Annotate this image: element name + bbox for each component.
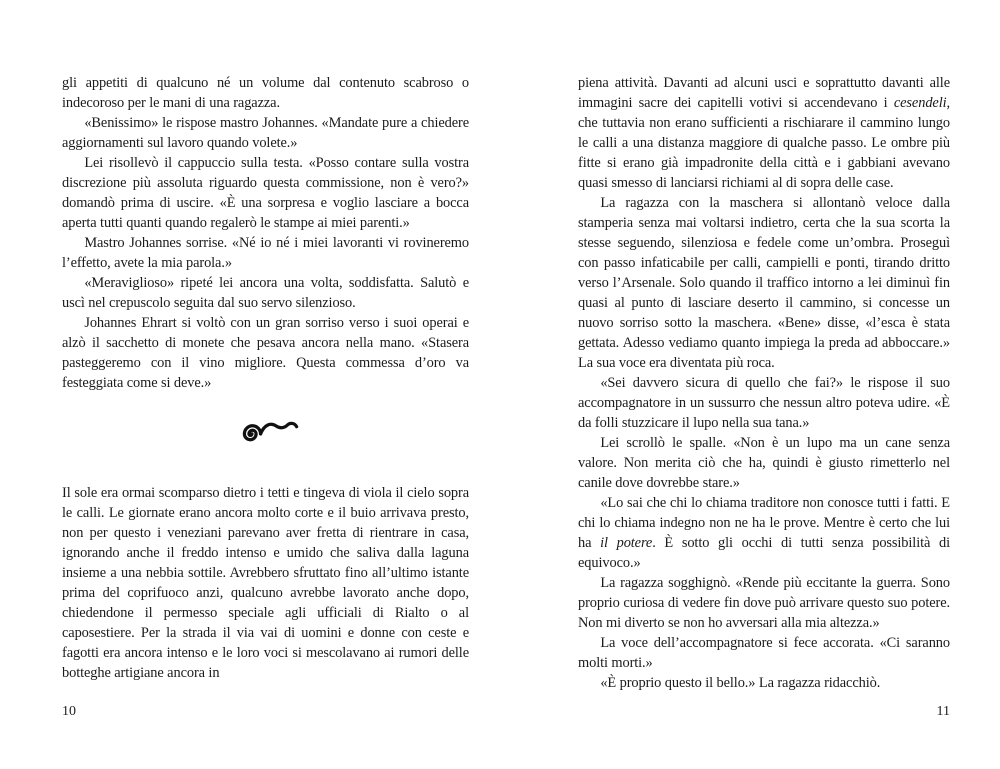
- page-number-right: 11: [936, 704, 950, 719]
- page-left-body: [62, 73, 469, 683]
- paragraph: Lei scrollò le spalle. «Non è un lupo ma un cane senza valore. Non merita ciò che ha, quindi è giusto rimetterlo nel canile dove dovrebbe stare.»: [578, 435, 950, 491]
- paragraph: «È proprio questo il bello.» La ragazza ridacchiò.: [600, 675, 881, 691]
- paragraph: La ragazza con la maschera si allontanò veloce dalla stamperia senza mai voltarsi indietro, certa che la sua scorta la stesse seguendo, silenziosa e fedele come un’ombra. Proseguì con passo infaticabile per calli, campielli e ponti, tirando dritto verso l’Arsenale. Solo quando il traffico intorno a lei diminuì fin quasi al punto di lasciare deserto il cammino, si concesse un nuovo sorriso sotto la maschera. «Bene» disse, «l’esca è stata gettata. Adesso vediamo quanto impiega la preda ad abboccare.» La sua voce era diventata più roca.: [578, 195, 950, 371]
- paragraph: Mastro Johannes sorrise. «Né io né i miei lavoranti vi rovineremo l’effetto, avete la mia parola.»: [62, 235, 469, 271]
- paragraph: Il sole era ormai scomparso dietro i tetti e tingeva di viola il cielo sopra le calli. Le giornate erano ancora molto corte e il buio arrivava presto, non per questo i veneziani parevano aver fretta di rientrare in casa, ignorando anche il freddo intenso e umido che saliva dalla laguna insieme a una nebbia sottile. Avrebbero sfruttato fino all’ultimo istante prima del coprifuoco anzi, qualcuno avrebbe lavorato anche dopo, chiedendone il permesso speciale agli ufficiali di Rialto o al caposestiere. Per la strada il via vai di uomini e donne con ceste e fagotti era ancora intenso e le loro voci si mescolavano ai rumori delle botteghe artigiane ancora in: [62, 485, 469, 681]
- paragraph: gli appetiti di qualcuno né un volume dal contenuto scabroso o indecoroso per le mani di una ragazza.: [62, 75, 469, 111]
- page-right: [578, 73, 950, 693]
- scene-break-ornament: [62, 415, 469, 457]
- paragraph: Lei risollevò il cappuccio sulla testa. «Posso contare sulla vostra discrezione più assoluta riguardo questa commissione, non è vero?» domandò prima di uscire. «È una sorpresa e voglio lasciare a bocca aperta tutti quanti quando regalerò le stampe ai miei parenti.»: [62, 155, 469, 231]
- page-left: [62, 73, 469, 683]
- paragraph: piena attività. Davanti ad alcuni usci e soprattutto davanti alle immagini sacre dei capitelli votivi si accendevano i cesendeli, che tuttavia non erano sufficienti a rischiarare il cammino lungo le calli a una distanza maggiore di qualche passo. Le ombre più fitte si erano già impadronite della città e i gabbiani avevano quasi smesso di lanciarsi richiami al di sopra delle case.: [578, 75, 950, 191]
- paragraph: «Sei davvero sicura di quello che fai?» le rispose il suo accompagnatore in un sussurro che nessun altro poteva udire. «È da folli stuzzicare il lupo nella sua tana.»: [578, 375, 950, 431]
- swirl-ornament-icon: [226, 415, 306, 451]
- paragraph: «Lo sai che chi lo chiama traditore non conosce tutti i fatti. E chi lo chiama indegno non ne ha le prove. Mentre è certo che lui ha il potere. È sotto gli occhi di tutti senza possibilità di equivoco.»: [578, 495, 950, 571]
- paragraph: La voce dell’accompagnatore si fece accorata. «Ci saranno molti morti.»: [578, 635, 950, 671]
- paragraph: La ragazza sogghignò. «Rende più eccitante la guerra. Sono proprio curiosa di vedere fin dove può arrivare questo suo potere. Non mi diverto se non ho avversari alla mia altezza.»: [578, 575, 950, 631]
- paragraph: «Benissimo» le rispose mastro Johannes. «Mandate pure a chiedere aggiornamenti sul lavoro quando volete.»: [62, 115, 469, 151]
- paragraph: Johannes Ehrart si voltò con un gran sorriso verso i suoi operai e alzò il sacchetto di monete che pesava ancora nella mano. «Stasera pasteggeremo con il vino migliore. Questa commessa d’oro va festeggiata come si deve.»: [62, 315, 469, 391]
- paragraph: «Meraviglioso» ripeté lei ancora una volta, soddisfatta. Salutò e uscì nel crepuscolo seguita dal suo servo silenzioso.: [62, 275, 469, 311]
- page-number-left: 10: [62, 704, 76, 719]
- page-right-body: [578, 73, 950, 693]
